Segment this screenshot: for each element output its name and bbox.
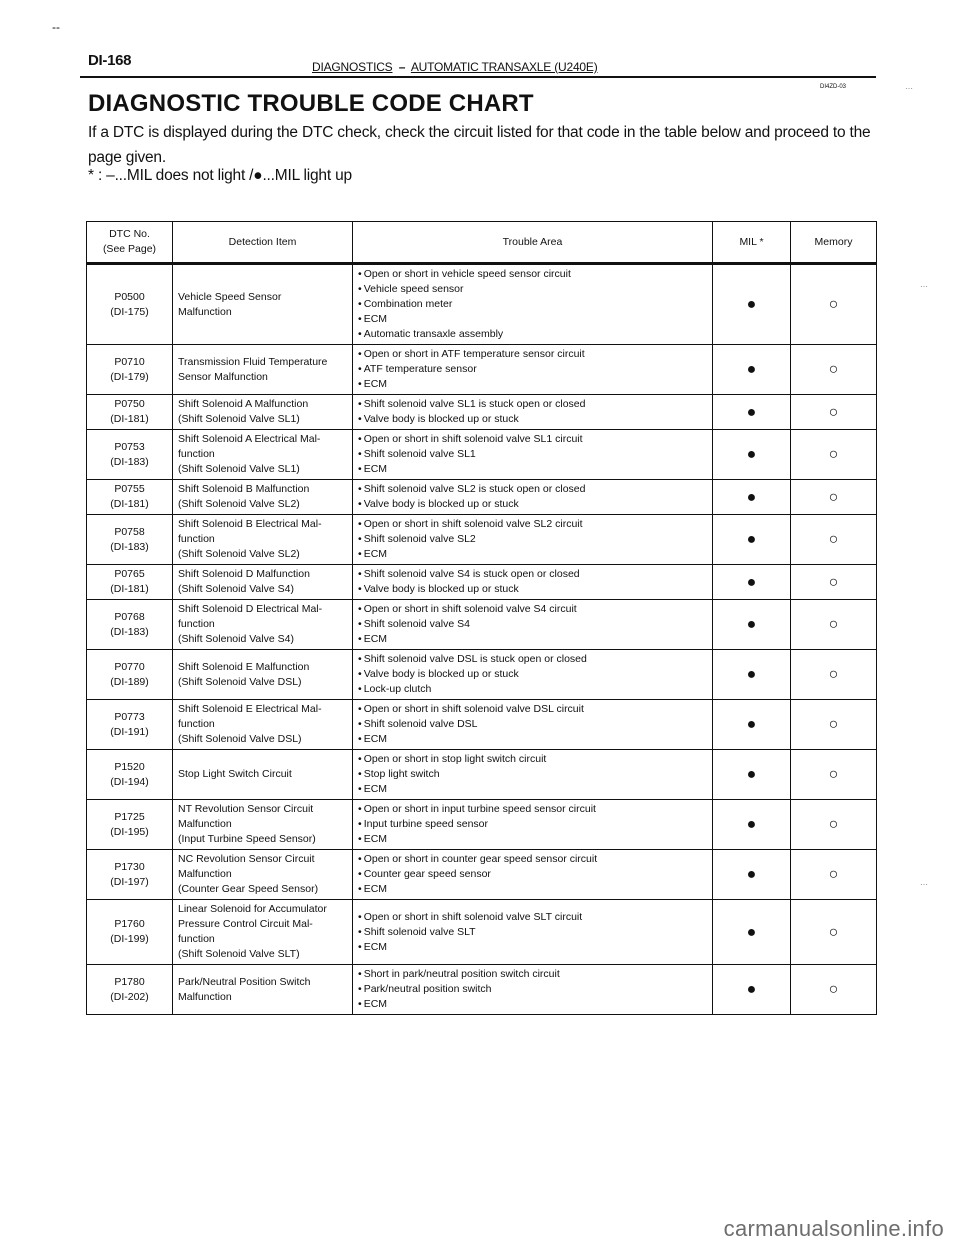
- trouble-area-item: • Open or short in shift solenoid valve SLT circuit: [358, 910, 707, 925]
- trouble-area-cell: [353, 264, 713, 345]
- trouble-area-item: • Open or short in shift solenoid valve SL2 circuit: [358, 517, 707, 532]
- detection-item-line: Park/Neutral Position Switch: [178, 975, 311, 988]
- dtc-code-cell: [87, 345, 173, 395]
- trouble-area-item: • Shift solenoid valve SL2: [358, 532, 707, 547]
- trouble-area-item: • Park/neutral position switch: [358, 982, 707, 997]
- table-row: [87, 900, 877, 965]
- table-row: [87, 650, 877, 700]
- trouble-area-cell: [353, 700, 713, 750]
- page-code: DI-168: [88, 52, 132, 69]
- trouble-area-cell: [353, 565, 713, 600]
- dtc-code-cell: [87, 565, 173, 600]
- header-trouble-area: Trouble Area: [353, 222, 713, 264]
- trouble-area-cell: [353, 850, 713, 900]
- mil-indicator: ●: [713, 650, 791, 700]
- trouble-area-list: [358, 517, 707, 562]
- mil-indicator: ●: [713, 565, 791, 600]
- running-head-section: DIAGNOSTICS: [312, 60, 393, 74]
- dtc-page-ref: (DI-195): [110, 825, 149, 838]
- table-header-row: [87, 222, 877, 264]
- mil-indicator: ●: [713, 345, 791, 395]
- detection-item-cell: [173, 850, 353, 900]
- trouble-area-item: • Shift solenoid valve SL1 is stuck open or closed: [358, 397, 707, 412]
- trouble-area-item: • Shift solenoid valve SLT: [358, 925, 707, 940]
- trouble-area-item: • Valve body is blocked up or stuck: [358, 582, 707, 597]
- dtc-code: P1760: [114, 918, 145, 930]
- detection-item-line: NT Revolution Sensor Circuit: [178, 803, 314, 815]
- dtc-code: P0765: [114, 568, 145, 580]
- trouble-area-cell: [353, 515, 713, 565]
- detection-item-cell: [173, 430, 353, 480]
- dtc-code-cell: [87, 850, 173, 900]
- trouble-area-list: [358, 267, 707, 342]
- detection-item-line: Shift Solenoid B Electrical Mal-: [178, 518, 322, 530]
- margin-specks: ⋯: [920, 880, 930, 889]
- trouble-area-item: • Open or short in stop light switch circuit: [358, 752, 707, 767]
- detection-item-line: Shift Solenoid A Electrical Mal-: [178, 433, 321, 445]
- memory-indicator: ○: [791, 650, 877, 700]
- memory-indicator: ○: [791, 965, 877, 1015]
- dtc-code-cell: [87, 430, 173, 480]
- trouble-area-item: • ATF temperature sensor: [358, 362, 707, 377]
- dtc-code: P0500: [114, 290, 145, 303]
- memory-indicator: ○: [791, 515, 877, 565]
- trouble-area-cell: [353, 965, 713, 1015]
- memory-indicator: ○: [791, 264, 877, 345]
- mil-indicator: ●: [713, 395, 791, 430]
- detection-item-cell: [173, 345, 353, 395]
- dtc-page-ref: (DI-181): [110, 583, 149, 595]
- detection-item-cell: [173, 900, 353, 965]
- mil-indicator: ●: [713, 264, 791, 345]
- trouble-area-item: • Valve body is blocked up or stuck: [358, 497, 707, 512]
- trouble-area-item: • ECM: [358, 782, 707, 797]
- detection-item-cell: [173, 800, 353, 850]
- detection-item-line: Malfunction: [178, 990, 232, 1003]
- detection-item-line: Shift Solenoid E Electrical Mal-: [178, 703, 322, 715]
- detection-item-line: Shift Solenoid A Malfunction: [178, 398, 309, 410]
- detection-item-line: Shift Solenoid E Malfunction: [178, 660, 310, 673]
- detection-item-line: Malfunction: [178, 818, 232, 830]
- mil-indicator: ●: [713, 430, 791, 480]
- detection-item-line: function: [178, 448, 215, 460]
- detection-item-line: (Shift Solenoid Valve SL1): [178, 413, 300, 425]
- detection-item-line: Malfunction: [178, 305, 232, 318]
- detection-item-line: (Shift Solenoid Valve DSL): [178, 733, 302, 745]
- detection-item-cell: [173, 600, 353, 650]
- header-detection-item: Detection Item: [173, 222, 353, 264]
- dtc-code-cell: [87, 395, 173, 430]
- intro-paragraph: If a DTC is displayed during the DTC check, check the circuit listed for that code in the table below and proceed to the page given.: [88, 124, 871, 166]
- dtc-code-cell: [87, 965, 173, 1015]
- detection-item-line: (Shift Solenoid Valve SL1): [178, 463, 300, 475]
- detection-item-line: Shift Solenoid B Malfunction: [178, 483, 310, 495]
- trouble-area-list: [358, 752, 707, 797]
- detection-item-cell: [173, 515, 353, 565]
- trouble-area-list: [358, 602, 707, 647]
- dtc-code-cell: [87, 264, 173, 345]
- trouble-area-list: [358, 802, 707, 847]
- dtc-code-cell: [87, 800, 173, 850]
- margin-specks: ⋯: [920, 282, 930, 291]
- trouble-area-list: [358, 432, 707, 477]
- trouble-area-item: • Combination meter: [358, 297, 707, 312]
- mil-indicator: ●: [713, 900, 791, 965]
- dtc-code-cell: [87, 480, 173, 515]
- trouble-area-cell: [353, 900, 713, 965]
- trouble-area-item: • Valve body is blocked up or stuck: [358, 667, 707, 682]
- detection-item-cell: [173, 965, 353, 1015]
- table-row: [87, 395, 877, 430]
- trouble-area-item: • Shift solenoid valve DSL: [358, 717, 707, 732]
- trouble-area-item: • Shift solenoid valve SL1: [358, 447, 707, 462]
- table-row: [87, 965, 877, 1015]
- dtc-code-cell: [87, 700, 173, 750]
- table-row: [87, 600, 877, 650]
- table-row: [87, 800, 877, 850]
- dtc-code-cell: [87, 600, 173, 650]
- dtc-code: P1730: [114, 860, 145, 873]
- detection-item-line: (Shift Solenoid Valve SLT): [178, 948, 300, 960]
- detection-item-line: Shift Solenoid D Electrical Mal-: [178, 603, 323, 615]
- dtc-code: P0773: [114, 710, 145, 723]
- document-reference: DI4ZD-03: [820, 84, 847, 90]
- trouble-area-item: • Open or short in shift solenoid valve S4 circuit: [358, 602, 707, 617]
- dtc-code: P0770: [114, 660, 145, 673]
- detection-item-line: function: [178, 718, 215, 730]
- memory-indicator: ○: [791, 800, 877, 850]
- mil-indicator: ●: [713, 515, 791, 565]
- detection-item-line: Linear Solenoid for Accumulator: [178, 903, 327, 915]
- dtc-code: P0750: [114, 398, 145, 410]
- trouble-area-cell: [353, 800, 713, 850]
- trouble-area-item: • Vehicle speed sensor: [358, 282, 707, 297]
- detection-item-cell: [173, 565, 353, 600]
- trouble-area-list: [358, 852, 707, 897]
- dtc-code-cell: [87, 750, 173, 800]
- detection-item-cell: [173, 480, 353, 515]
- trouble-area-item: • Stop light switch: [358, 767, 707, 782]
- dtc-page-ref: (DI-189): [110, 675, 149, 688]
- dtc-page-ref: (DI-183): [110, 455, 149, 468]
- trouble-area-list: [358, 397, 707, 427]
- dtc-page-ref: (DI-197): [110, 875, 149, 888]
- detection-item-cell: [173, 395, 353, 430]
- mil-indicator: ●: [713, 750, 791, 800]
- dtc-table: [86, 221, 877, 1015]
- dtc-code: P0753: [114, 440, 145, 453]
- dtc-page-ref: (DI-202): [110, 990, 149, 1003]
- trouble-area-item: • ECM: [358, 940, 707, 955]
- detection-item-line: function: [178, 933, 215, 945]
- margin-specks: ⋯: [905, 84, 915, 93]
- detection-item-cell: [173, 700, 353, 750]
- dtc-page-ref: (DI-183): [110, 625, 149, 638]
- dtc-code: P0758: [114, 525, 145, 538]
- dtc-code: P0755: [114, 483, 145, 495]
- detection-item-cell: [173, 750, 353, 800]
- header-mil: MIL *: [713, 222, 791, 264]
- trouble-area-cell: [353, 345, 713, 395]
- dtc-page-ref: (DI-194): [110, 775, 149, 788]
- detection-item-line: (Input Turbine Speed Sensor): [178, 833, 316, 845]
- memory-indicator: ○: [791, 850, 877, 900]
- dtc-code: P1780: [114, 975, 145, 988]
- table-row: [87, 480, 877, 515]
- trouble-area-item: • ECM: [358, 547, 707, 562]
- header-rule: [80, 76, 876, 78]
- detection-item-line: Shift Solenoid D Malfunction: [178, 568, 310, 580]
- trouble-area-item: • Shift solenoid valve S4 is stuck open or closed: [358, 567, 707, 582]
- header-memory: Memory: [791, 222, 877, 264]
- trouble-area-list: [358, 910, 707, 955]
- table-row: [87, 264, 877, 345]
- mil-indicator: ●: [713, 480, 791, 515]
- dtc-code: P1520: [114, 760, 145, 773]
- dtc-code: P0768: [114, 610, 145, 623]
- detection-item-line: Malfunction: [178, 868, 232, 880]
- top-mark: --: [52, 20, 60, 34]
- trouble-area-item: • Shift solenoid valve DSL is stuck open or closed: [358, 652, 707, 667]
- detection-item-cell: [173, 264, 353, 345]
- trouble-area-list: [358, 967, 707, 1012]
- trouble-area-item: • Input turbine speed sensor: [358, 817, 707, 832]
- dtc-page-ref: (DI-175): [110, 305, 149, 318]
- detection-item-cell: [173, 650, 353, 700]
- memory-indicator: ○: [791, 480, 877, 515]
- dtc-code: P0710: [114, 355, 145, 368]
- trouble-area-item: • Counter gear speed sensor: [358, 867, 707, 882]
- table-row: [87, 345, 877, 395]
- trouble-area-list: [358, 482, 707, 512]
- dtc-page-ref: (DI-199): [110, 933, 149, 945]
- mil-legend: * : –...MIL does not light /●...MIL light up: [88, 167, 352, 184]
- memory-indicator: ○: [791, 900, 877, 965]
- mil-indicator: ●: [713, 600, 791, 650]
- table-row: [87, 750, 877, 800]
- trouble-area-item: • Open or short in counter gear speed sensor circuit: [358, 852, 707, 867]
- detection-item-line: Vehicle Speed Sensor: [178, 290, 282, 303]
- trouble-area-item: • ECM: [358, 882, 707, 897]
- watermark: carmanualsonline.info: [723, 1216, 944, 1241]
- trouble-area-item: • ECM: [358, 312, 707, 327]
- dtc-page-ref: (DI-181): [110, 413, 149, 425]
- table-row: [87, 565, 877, 600]
- memory-indicator: ○: [791, 600, 877, 650]
- detection-item-line: function: [178, 533, 215, 545]
- trouble-area-item: • Open or short in vehicle speed sensor circuit: [358, 267, 707, 282]
- detection-item-line: NC Revolution Sensor Circuit: [178, 853, 315, 865]
- memory-indicator: ○: [791, 750, 877, 800]
- trouble-area-item: • Open or short in input turbine speed sensor circuit: [358, 802, 707, 817]
- trouble-area-item: • ECM: [358, 462, 707, 477]
- trouble-area-list: [358, 652, 707, 697]
- table-row: [87, 850, 877, 900]
- dtc-code: P1725: [114, 810, 145, 823]
- trouble-area-item: • Shift solenoid valve S4: [358, 617, 707, 632]
- dtc-code-cell: [87, 650, 173, 700]
- dtc-page-ref: (DI-181): [110, 498, 149, 510]
- trouble-area-item: • Valve body is blocked up or stuck: [358, 412, 707, 427]
- trouble-area-cell: [353, 750, 713, 800]
- detection-item-line: Transmission Fluid Temperature: [178, 355, 328, 368]
- trouble-area-item: • ECM: [358, 632, 707, 647]
- trouble-area-item: • ECM: [358, 732, 707, 747]
- trouble-area-item: • Open or short in shift solenoid valve DSL circuit: [358, 702, 707, 717]
- detection-item-line: (Shift Solenoid Valve S4): [178, 583, 294, 595]
- table-row: [87, 700, 877, 750]
- running-head-subject: AUTOMATIC TRANSAXLE (U240E): [410, 60, 598, 74]
- memory-indicator: ○: [791, 395, 877, 430]
- detection-item-line: (Shift Solenoid Valve SL2): [178, 548, 300, 560]
- running-head-separator: –: [398, 60, 406, 74]
- table-row: [87, 515, 877, 565]
- detection-item-line: (Shift Solenoid Valve S4): [178, 633, 294, 645]
- table-row: [87, 430, 877, 480]
- memory-indicator: ○: [791, 345, 877, 395]
- table-body: [87, 264, 877, 1015]
- trouble-area-cell: [353, 395, 713, 430]
- dtc-code-cell: [87, 515, 173, 565]
- trouble-area-list: [358, 567, 707, 597]
- trouble-area-item: • ECM: [358, 377, 707, 392]
- trouble-area-item: • Lock-up clutch: [358, 682, 707, 697]
- detection-item-line: Stop Light Switch Circuit: [178, 768, 292, 780]
- mil-indicator: ●: [713, 850, 791, 900]
- trouble-area-cell: [353, 650, 713, 700]
- dtc-page-ref: (DI-183): [110, 540, 149, 553]
- trouble-area-cell: [353, 430, 713, 480]
- detection-item-line: Pressure Control Circuit Mal-: [178, 918, 313, 930]
- trouble-area-list: [358, 347, 707, 392]
- trouble-area-list: [358, 702, 707, 747]
- dtc-page-ref: (DI-191): [110, 725, 149, 738]
- mil-indicator: ●: [713, 965, 791, 1015]
- memory-indicator: ○: [791, 700, 877, 750]
- trouble-area-cell: [353, 480, 713, 515]
- detection-item-line: function: [178, 618, 215, 630]
- detection-item-line: Sensor Malfunction: [178, 370, 268, 383]
- trouble-area-cell: [353, 600, 713, 650]
- detection-item-line: (Counter Gear Speed Sensor): [178, 883, 319, 895]
- trouble-area-item: • Open or short in shift solenoid valve SL1 circuit: [358, 432, 707, 447]
- mil-indicator: ●: [713, 800, 791, 850]
- detection-item-line: (Shift Solenoid Valve DSL): [178, 675, 302, 688]
- mil-indicator: ●: [713, 700, 791, 750]
- running-head: [312, 60, 598, 74]
- trouble-area-item: • Shift solenoid valve SL2 is stuck open or closed: [358, 482, 707, 497]
- trouble-area-item: • Automatic transaxle assembly: [358, 327, 707, 342]
- trouble-area-item: • ECM: [358, 997, 707, 1012]
- dtc-page-ref: (DI-179): [110, 370, 149, 383]
- memory-indicator: ○: [791, 430, 877, 480]
- detection-item-line: (Shift Solenoid Valve SL2): [178, 498, 300, 510]
- page-title: DIAGNOSTIC TROUBLE CODE CHART: [88, 90, 534, 117]
- trouble-area-item: • ECM: [358, 832, 707, 847]
- header-dtc-no: DTC No. (See Page): [87, 222, 173, 264]
- dtc-code-cell: [87, 900, 173, 965]
- trouble-area-item: • Short in park/neutral position switch circuit: [358, 967, 707, 982]
- trouble-area-item: • Open or short in ATF temperature sensor circuit: [358, 347, 707, 362]
- memory-indicator: ○: [791, 565, 877, 600]
